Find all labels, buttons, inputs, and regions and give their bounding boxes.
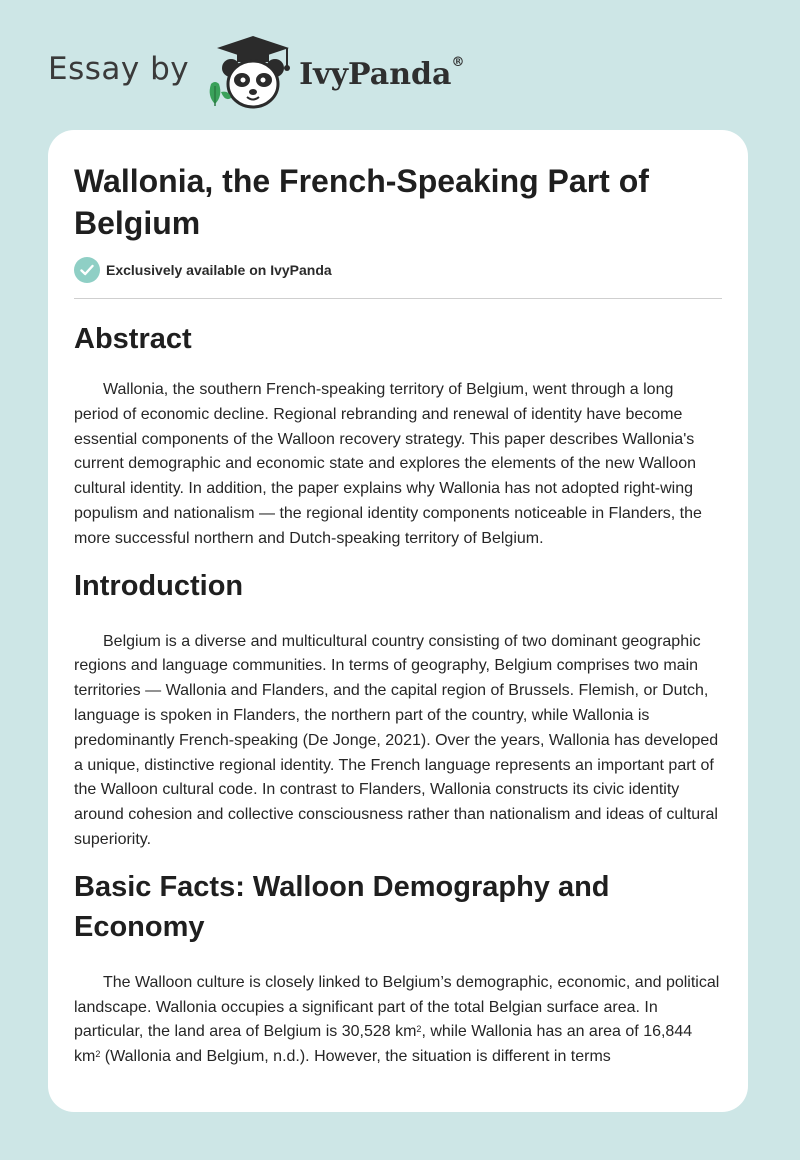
exclusive-badge	[74, 256, 722, 284]
superscript-2: 2	[416, 1024, 422, 1035]
superscript-2: 2	[95, 1049, 101, 1060]
exclusive-label: Exclusively available on IvyPanda	[106, 262, 332, 278]
brand-prefix: Essay by	[48, 51, 190, 87]
article-card	[48, 130, 748, 1112]
section-paragraph-introduction: Belgium is a diverse and multicultural country consisting of two dominant geographic regions and language communities. In terms of geography, Belgium comprises two main territories — Wallonia and Flanders, and the capital region of Brussels. Flemish, or Dutch, language is spoken in Flanders, the northern part of the country, while Wallonia is predominantly French-speaking (De Jonge, 2021). Over the years, Wallonia has developed a unique, distinctive regional identity. The French language represents an important part of the Walloon cultural code. In contrast to Flanders, Wallonia constructs its civic identity around cohesion and collective consciousness rather than nationalism and ideas of cultural superiority.	[74, 632, 719, 848]
section-heading-introduction: Introduction	[74, 569, 244, 602]
brand-header[interactable]	[48, 34, 464, 110]
divider	[74, 298, 722, 299]
section-paragraph-abstract: Wallonia, the southern French-speaking territory of Belgium, went through a long period of economic decline. Regional rebranding and renewal of identity have become essential components of the Walloon recovery strategy. This paper describes Wallonia's current demographic and economic state and explores the elements of the new Walloon cultural identity. In addition, the paper explains why Wallonia has not adopted right-wing populism and nationalism — the regional identity components noticeable in Flanders, the more successful northern and Dutch-speaking territory of Belgium.	[74, 381, 702, 547]
brand-name: IvyPanda®	[299, 54, 465, 92]
registered-mark: ®	[451, 54, 465, 70]
section-heading-basic-facts: Basic Facts: Walloon Demography and Economy	[74, 870, 610, 943]
panda-graduate-icon	[203, 34, 295, 110]
check-icon	[74, 257, 100, 283]
section-paragraph-basic-facts: The Walloon culture is closely linked to Belgium’s demographic, economic, and political landscape. Wallonia occupies a significant part of the total Belgian surface area. In particular, the land area of Belgium is 30,528 $km^2$, while Wallonia has an area of 16,844 $km^2$ (Wallonia and Belgium, n.d.). However, the situation is different in terms	[74, 973, 720, 1066]
article-title: Wallonia, the French-Speaking Part of Belgium	[74, 163, 649, 241]
section-heading-abstract: Abstract	[74, 323, 192, 355]
